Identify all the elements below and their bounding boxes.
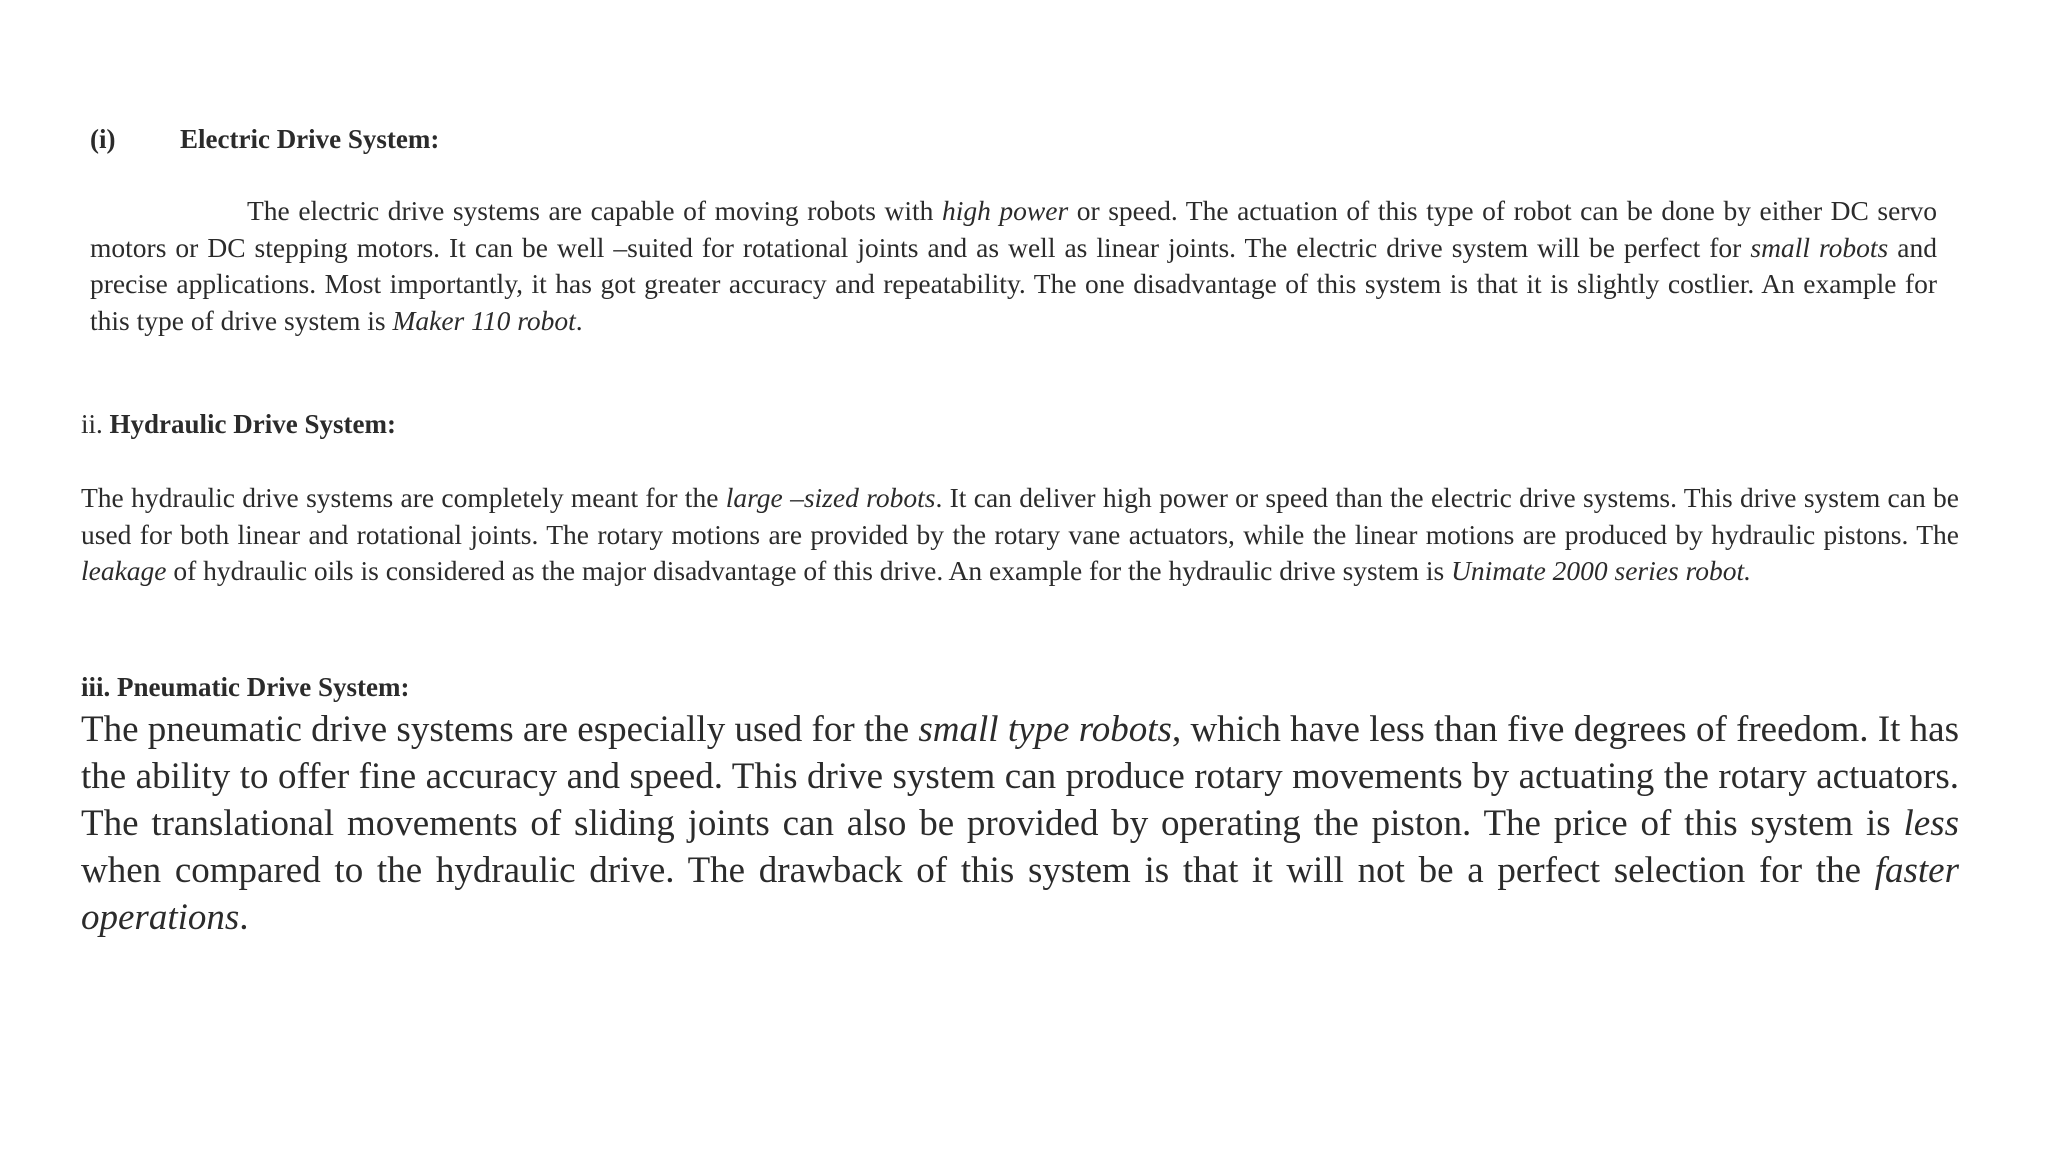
text-run: . [575,304,583,336]
section-heading-pneumatic [81,670,409,704]
italic-run: Unimate 2000 series robot. [1451,555,1751,586]
text-run: The pneumatic drive systems are especially used for the [81,709,919,750]
text-run: and precise applications. Most importantly, it has got greater accuracy and repeatability. The one disadvantage of this system is that it is slightly costlier. An example for this type of drive system is [90,231,1937,336]
italic-run: high power [941,195,1069,226]
section-title: Hydraulic Drive System: [109,409,396,439]
italic-run: small robots [1750,231,1889,263]
text-run: , which have less than five degrees of freedom. It has the ability to offer fine accuracy and speed. This drive system can produce rotary movements by actuating the rotary actuators. The translational movements of sliding joints can also be provided by operating the piston. The price of this system is [81,709,1959,844]
section-title: Pneumatic Drive System: [117,672,410,702]
text-run: . [239,897,249,938]
text-run: . It can deliver high power or speed than the electric drive systems. This drive system can be used for both linear and rotational joints. The rotary motions are provided by the rotary vane actuators, while the linear motions are produced by hydraulic pistons. The [81,482,1959,550]
text-run: The electric drive systems are capable of moving robots with [247,195,942,226]
text-run: when compared to the hydraulic drive. The drawback of this system is that it will not be a perfect selection for the [81,850,1875,891]
section-title: Electric Drive System: [180,124,440,154]
italic-run: Maker 110 robot [392,304,576,336]
section-number: (i) [90,124,116,154]
italic-run: small type robots [918,709,1172,750]
text-run: The hydraulic drive systems are completely meant for the [81,482,726,513]
italic-run: faster operations [81,850,1959,938]
text-run: of hydraulic oils is considered as the major disadvantage of this drive. An example for the hydraulic drive system is [166,555,1452,586]
section-number: iii. [81,672,111,702]
section-heading-hydraulic [81,407,396,441]
italic-run: leakage [81,555,167,586]
section-paragraph-electric [90,193,1937,339]
section-paragraph-pneumatic [81,706,1959,941]
section-paragraph-hydraulic [81,480,1959,590]
section-heading-electric [90,122,439,156]
section-number: ii. [81,409,103,439]
text-run: or speed. The actuation of this type of robot can be done by either DC servo motors or DC stepping motors. It can be well –suited for rotational joints and as well as linear joints. The electric drive system will be perfect for [90,195,1937,263]
italic-run: large –sized robots [725,482,936,513]
italic-run: less [1903,803,1959,844]
